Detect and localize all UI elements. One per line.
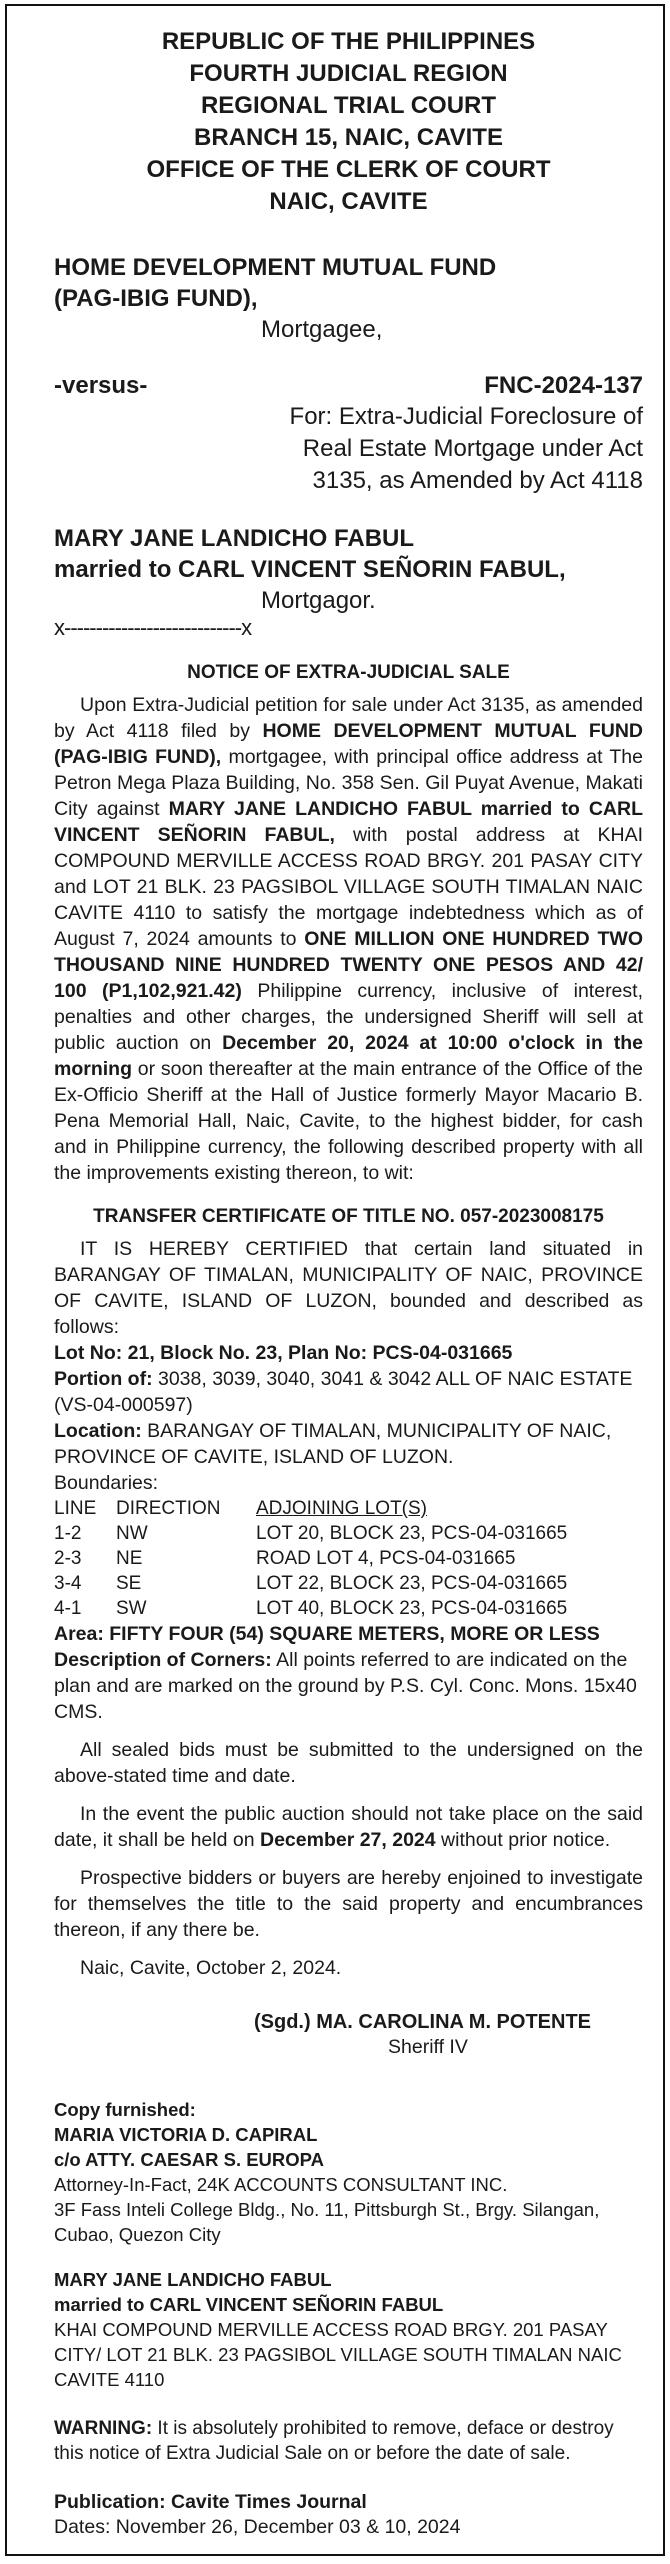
location: Location: BARANGAY OF TIMALAN, MUNICIPALITY OF NAIC, PROVINCE OF CAVITE, ISLAND OF LUZON. [54,1420,612,1468]
description-of-corners: Description of Corners: All points referred to are indicated on the plan and are marked on the ground by P.S. Cyl. Conc. Mons. 15x40 CMS. [54,1649,637,1723]
adjoining-cell: LOT 20, BLOCK 23, PCS-04-031665 [256,1523,568,1544]
column-header: DIRECTION [116,1498,221,1519]
publication-dates: Dates: November 26, December 03 & 10, 2024 [54,2516,461,2538]
case-purpose-line: Real Estate Mortgage under Act [302,435,643,462]
case-row [54,371,643,401]
mortgagor-name: MARY JANE LANDICHO FABUL [54,525,415,552]
table-row [54,1521,567,1546]
mortgagor-spouse: married to CARL VINCENT SEÑORIN FABUL, [54,556,566,583]
mortgagee-role: Mortgagee, [261,316,383,343]
line-cell: 2-3 [54,1548,82,1569]
recipient-spouse: married to CARL VINCENT SEÑORIN FABUL [54,2294,444,2315]
table-row [54,1571,567,1596]
signatory-title: Sheriff IV [388,2036,468,2058]
publication-label: Publication: Cavite Times Journal [54,2491,367,2513]
mortgagee-block [54,252,643,345]
tct-certification: IT IS HEREBY CERTIFIED that certain land situated in BARANGAY OF TIMALAN, MUNICIPALITY OF NAIC, PROVINCE OF CAVITE, ISLAND OF LUZON, bounded and described as follows: [54,1238,643,1338]
portion-of: Portion of: 3038, 3039, 3040, 3041 & 3042 ALL OF NAIC ESTATE (VS-04-000597) [54,1368,633,1416]
court-line: OFFICE OF THE CLERK OF COURT [146,156,551,183]
tct-title: TRANSFER CERTIFICATE OF TITLE NO. 057-2023008175 [93,1206,604,1227]
versus-label: -versus- [54,372,148,399]
postponement-paragraph: In the event the public auction should not take place on the said date, it shall be held on December 27, 2024 without prior notice. [54,1803,643,1851]
direction-cell: SE [116,1573,142,1594]
line-cell: 4-1 [54,1598,82,1619]
court-line: REGIONAL TRIAL COURT [200,92,497,119]
case-purpose-line: For: Extra-Judicial Foreclosure of [289,403,643,430]
signatory-name: (Sgd.) MA. CAROLINA M. POTENTE [254,2011,592,2033]
table-row [54,1546,567,1571]
court-header [54,26,643,218]
notice-paragraph: Upon Extra-Judicial petition for sale under Act 3135, as amended by Act 4118 filed by HOME DEVELOPMENT MUTUAL FUND (PAG-IBIG FUND), mortgagee, with principal office address at The Petron Mega Plaza Building, No. 358 Sen. Gil Puyat Avenue, Makati City against MARY JANE LANDICHO FABUL married to CARL VINCENT SEÑORIN FABUL, with postal address at KHAI COMPOUND MERVILLE ACCESS ROAD BRGY. 201 PASAY CITY and LOT 21 BLK. 23 PAGSIBOL VILLAGE SOUTH TIMALAN NAIC CAVITE 4110 to satisfy the mortgage indebtedness which as of August 7, 2024 amounts to ONE MILLION ONE HUNDRED TWO THOUSAND NINE HUNDRED TWENTY ONE PESOS AND 42/ 100 (P1,102,921.42) Philippine currency, inclusive of interest, penalties and other charges, the undersigned Sheriff will sell at public auction on December 20, 2024 at 10:00 o'clock in the morning or soon thereafter at the main entrance of the Office of the Ex-Officio Sheriff at the Hall of Justice formerly Mayor Macario B. Pena Memorial Hall, Naic, Cavite, to the highest bidder, for cash and in Philippine currency, the following described property with all the improvements existing thereon, to wit: [54,694,644,1184]
publication-block [54,2490,643,2540]
case-purpose-line: 3135, as Amended by Act 4118 [312,467,643,494]
mortgagor-role: Mortgagor. [261,587,376,614]
mortgagee-name-2: (PAG-IBIG FUND), [54,285,258,312]
direction-cell: NW [116,1523,148,1544]
copy-furnished [54,2097,643,2392]
recipient-name: MARY JANE LANDICHO FABUL [54,2269,332,2290]
spacer [54,1725,643,1737]
recipient-address: Attorney-In-Fact, 24K ACCOUNTS CONSULTANT INC. [54,2174,508,2195]
court-line: NAIC, CAVITE [269,188,428,215]
mortgagee-name: HOME DEVELOPMENT MUTUAL FUND [54,254,497,281]
sealed-bids-paragraph: All sealed bids must be submitted to the undersigned on the above-stated time and date. [54,1739,643,1787]
direction-cell: SW [116,1598,147,1619]
spacer [54,1853,643,1865]
line-cell: 1-2 [54,1523,82,1544]
warning-notice: WARNING: It is absolutely prohibited to remove, deface or destroy this notice of Extra Judicial Sale on or before the date of sale. [54,2418,614,2464]
notice-title: NOTICE OF EXTRA-JUDICIAL SALE [187,662,510,683]
case-number: FNC-2024-137 [484,372,643,399]
case-purpose [54,401,643,497]
column-header: ADJOINING LOT(S) [256,1498,428,1519]
court-line: FOURTH JUDICIAL REGION [189,60,508,87]
line-cell: 3-4 [54,1573,82,1594]
bidders-paragraph: Prospective bidders or buyers are hereby enjoined to investigate for themselves the title to the said property and encumbrances thereon, if any there be. [54,1867,643,1941]
recipient-address: 3F Fass Inteli College Bldg., No. 11, Pittsburgh St., Brgy. Silangan, Cubao, Quezon City [54,2199,600,2245]
copy-furnished-label: Copy furnished: [54,2099,196,2120]
boundaries-label: Boundaries: [54,1472,159,1494]
court-line: BRANCH 15, NAIC, CAVITE [194,124,503,151]
mortgagor-block [54,523,643,640]
lot-number: Lot No: 21, Block No. 23, Plan No: PCS-04-031665 [54,1342,513,1364]
court-line: REPUBLIC OF THE PHILIPPINES [161,28,536,55]
place-and-date: Naic, Cavite, October 2, 2024. [80,1957,342,1979]
legal-notice-page [5,4,665,2556]
recipient-care-of: c/o ATTY. CAESAR S. EUROPA [54,2149,324,2170]
spacer [54,2247,643,2267]
recipient-name: MARIA VICTORIA D. CAPIRAL [54,2124,318,2145]
separator-line: x----------------------------x [54,615,252,640]
adjoining-cell: LOT 40, BLOCK 23, PCS-04-031665 [256,1598,568,1619]
direction-cell: NE [116,1548,143,1569]
spacer [54,1789,643,1801]
boundaries-header-row [54,1496,567,1521]
boundaries-table [54,1496,567,1621]
recipient-address: KHAI COMPOUND MERVILLE ACCESS ROAD BRGY. 201 PASAY CITY/ LOT 21 BLK. 23 PAGSIBOL VILLAGE SOUTH TIMALAN NAIC CAVITE 4110 [54,2319,622,2390]
area: Area: FIFTY FOUR (54) SQUARE METERS, MORE OR LESS [54,1623,600,1645]
adjoining-cell: ROAD LOT 4, PCS-04-031665 [256,1548,516,1569]
column-header: LINE [54,1498,97,1519]
spacer [54,1943,643,1955]
table-row [54,1596,567,1621]
adjoining-cell: LOT 22, BLOCK 23, PCS-04-031665 [256,1573,568,1594]
